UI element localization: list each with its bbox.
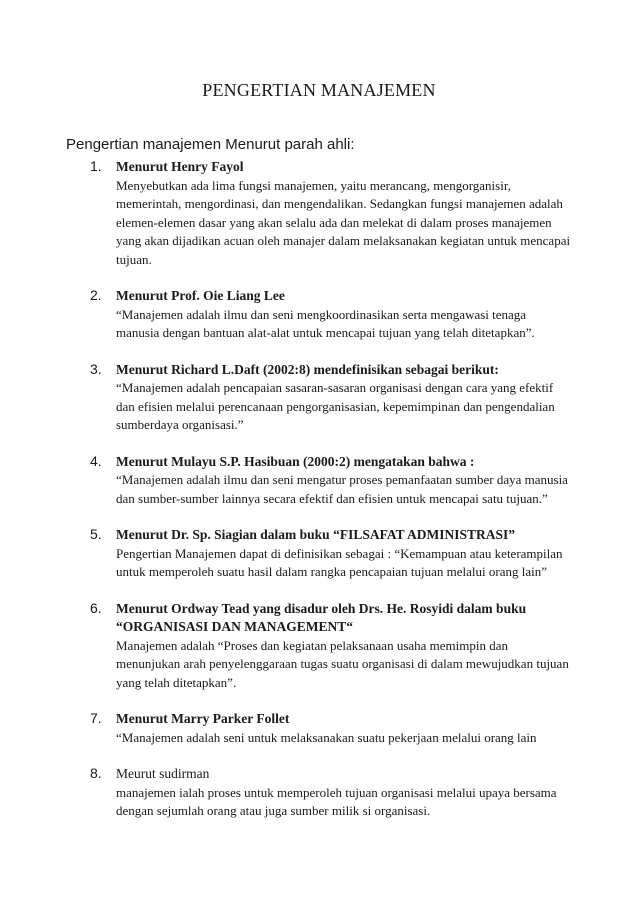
list-item [92, 453, 572, 509]
item-heading: Menurut Prof. Oie Liang Lee [116, 288, 285, 303]
item-text: “Manajemen adalah pencapaian sasaran-sasaran organisasi dengan cara yang efektif dan efisien melalui perencanaan pengorganisasian, kepemimpinan dan pengendalian sumberdaya organisasi.” [116, 380, 555, 432]
list-item [92, 710, 572, 747]
item-number: 7. [90, 710, 102, 726]
item-number: 4. [90, 452, 102, 469]
item-text: Manajemen adalah “Proses dan kegiatan pelaksanaan usaha memimpin dan menunjukan arah penyelenggaraan tugas suatu organisasi di dalam mewujudkan tujuan yang telah ditetapkan”. [116, 637, 569, 690]
item-heading: Menurut Mulayu S.P. Hasibuan (2000:2) mengatakan bahwa : [116, 453, 475, 469]
item-heading: Menurut Henry Fayol [116, 159, 244, 174]
item-text: “Manajemen adalah seni untuk melaksanakan suatu pekerjaan melalui orang lain [116, 729, 537, 745]
intro-text: Pengertian manajemen Menurut parah ahli: [66, 136, 355, 153]
item-number: 8. [90, 765, 102, 781]
list-item [92, 287, 572, 343]
item-number: 3. [90, 360, 102, 377]
item-text: “Manajemen adalah ilmu dan seni mengkoordinasikan serta mengawasi tenaga manusia dengan bantuan alat-alat untuk mencapai tujuan yang telah ditetapkan”. [116, 306, 535, 340]
item-text: Menyebutkan ada lima fungsi manajemen, yaitu merancang, mengorganisir, memerintah, mengordinasi, dan mengendalikan. Sedangkan fungsi manajemen adalah elemen-elemen dasar yang akan selalu ada dan melekat di dalam proses manajemen yang akan dijadikan acuan oleh manajer dalam melaksanakan kegiatan untuk mencapai tujuan. [116, 177, 571, 267]
item-heading: Menurut Richard L.Daft (2002:8) mendefinisikan sebagai berikut: [116, 361, 499, 377]
page-title: PENGERTIAN MANAJEMEN [202, 80, 436, 100]
definition-list [92, 158, 572, 839]
list-item [92, 600, 572, 693]
item-number: 1. [90, 158, 102, 174]
list-item [92, 526, 572, 582]
list-item [92, 361, 572, 435]
item-number: 6. [90, 599, 102, 616]
list-item [92, 765, 572, 821]
item-text: manajemen ialah proses untuk memperoleh tujuan organisasi melalui upaya bersama dengan sejumlah orang atau juga sumber milik si organisasi. [116, 784, 557, 818]
list-item [92, 158, 572, 269]
item-number: 2. [90, 287, 102, 303]
item-heading: Menurut Marry Parker Follet [116, 711, 290, 726]
item-heading: Menurut Dr. Sp. Siagian dalam buku “FILSAFAT ADMINISTRASI” [116, 527, 515, 542]
item-text: Pengertian Manajemen dapat di definisikan sebagai : “Kemampuan atau keterampilan untuk memperoleh suatu hasil dalam rangka pencapaian tujuan melalui orang lain” [116, 545, 563, 579]
item-number: 5. [90, 526, 102, 542]
item-text: “Manajemen adalah ilmu dan seni mengatur proses pemanfaatan sumber daya manusia dan sumber-sumber lainnya secara efektif dan efisien untuk mencapai satu tujuan.” [116, 472, 568, 506]
item-heading: Menurut Ordway Tead yang disadur oleh Drs. He. Rosyidi dalam buku “ORGANISASI DAN MANAGEMENT“ [116, 600, 527, 634]
item-heading: Meurut sudirman [116, 766, 210, 781]
